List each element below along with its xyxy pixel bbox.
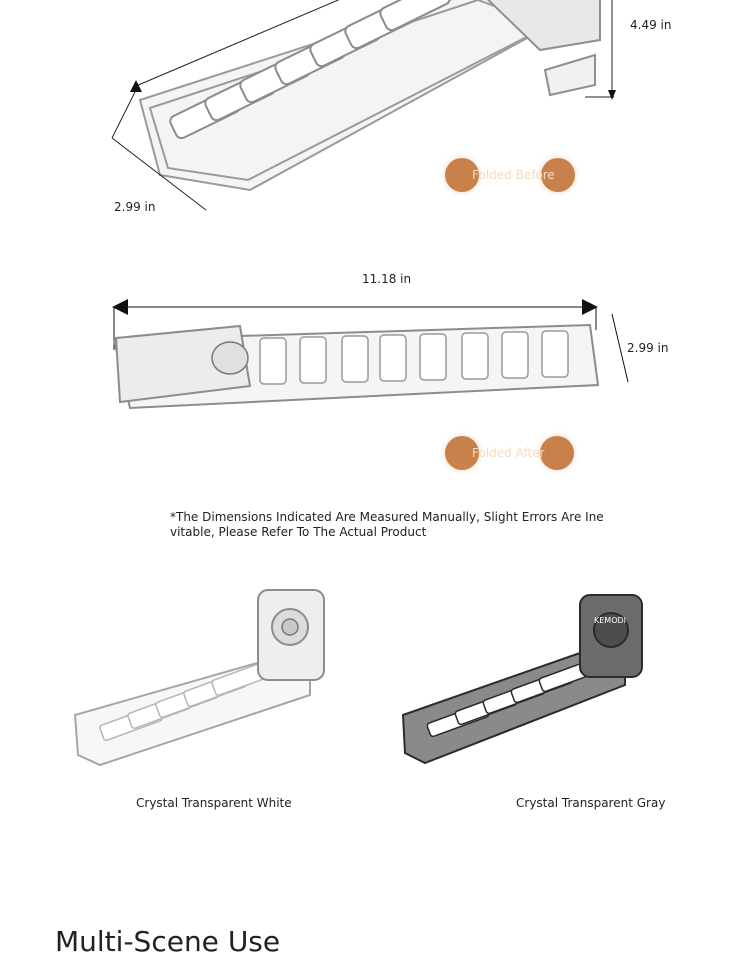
measurement-note: *The Dimensions Indicated Are Measured Manually, Slight Errors Are Inevitable, Please Refer To The Actual Product <box>170 510 604 539</box>
dimension-height-label: 4.49 in <box>630 18 672 32</box>
variant-gray-label: Crystal Transparent Gray <box>516 796 666 810</box>
variant-gray-image <box>385 575 685 775</box>
folded-before-label: Folded Before <box>472 168 555 182</box>
folded-after-label: Folded After <box>472 446 545 460</box>
badge-dot-right-2 <box>540 436 574 470</box>
variant-white-label: Crystal Transparent White <box>136 796 292 810</box>
variant-white-image <box>60 575 360 775</box>
dimension-depth-label: 2.99 in <box>627 341 669 355</box>
dimension-length-label: 11.18 in <box>362 272 412 286</box>
dimension-width-label: 2.99 in <box>114 200 156 214</box>
product-folded-before-image <box>0 0 750 230</box>
section-heading: Multi-Scene Use <box>55 925 281 958</box>
variant-gray-brand-text: KEMODI <box>594 616 627 625</box>
product-folded-after-image <box>0 290 750 430</box>
